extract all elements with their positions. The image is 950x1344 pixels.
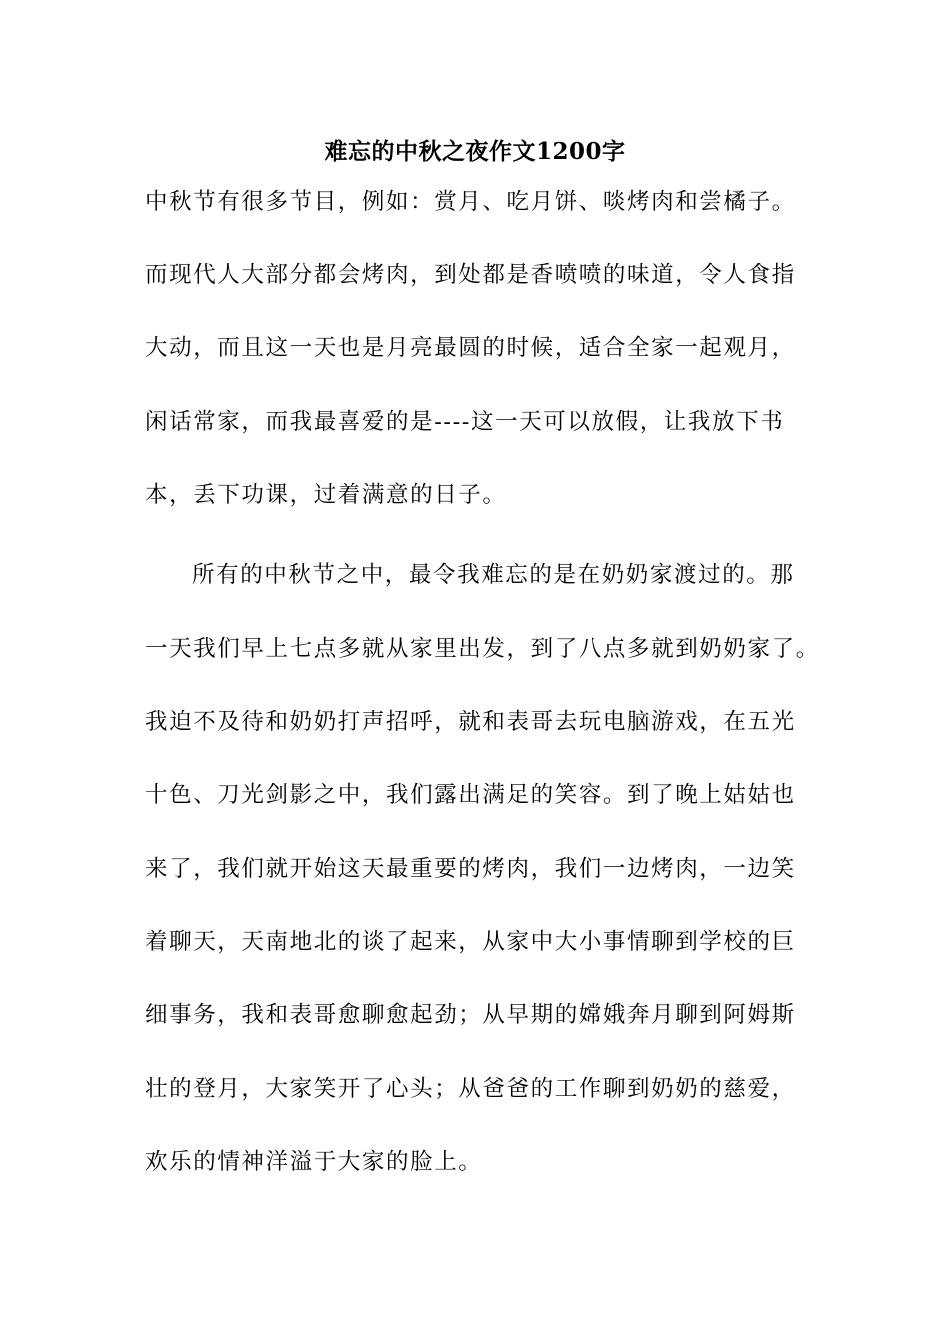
paragraph-line: 闲话常家，而我最喜爱的是----这一天可以放假，让我放下书 — [145, 409, 785, 435]
paragraph-line: 着聊天，天南地北的谈了起来，从家中大小事情聊到学校的巨 — [145, 929, 796, 955]
paragraph-line: 壮的登月，大家笑开了心头；从爸爸的工作聊到奶奶的慈爱， — [145, 1076, 796, 1102]
paragraph-line: 一天我们早上七点多就从家里出发，到了八点多就到奶奶家了。 — [145, 636, 820, 662]
paragraph-line: 欢乐的情神洋溢于大家的脸上。 — [145, 1149, 483, 1175]
paragraph-line: 我迫不及待和奶奶打声招呼，就和表哥去玩电脑游戏，在五光 — [145, 709, 796, 735]
paragraph-line: 中秋节有很多节目，例如：赏月、吃月饼、啖烤肉和尝橘子。 — [145, 189, 796, 215]
paragraph-line: 来了，我们就开始这天最重要的烤肉，我们一边烤肉，一边笑 — [145, 856, 796, 882]
paragraph-line: 所有的中秋节之中，最令我难忘的是在奶奶家渡过的。那 — [192, 562, 795, 588]
paragraph-line: 细事务，我和表哥愈聊愈起劲；从早期的嫦娥奔月聊到阿姆斯 — [145, 1002, 796, 1028]
paragraph-line: 而现代人大部分都会烤肉，到处都是香喷喷的味道，令人食指 — [145, 262, 796, 288]
document-title: 难忘的中秋之夜作文1200字 — [324, 138, 626, 165]
paragraph-line: 十色、刀光剑影之中，我们露出满足的笑容。到了晚上姑姑也 — [145, 782, 796, 808]
paragraph-line: 本，丢下功课，过着满意的日子。 — [145, 482, 507, 508]
paragraph-line: 大动，而且这一天也是月亮最圆的时候，适合全家一起观月， — [145, 335, 796, 361]
